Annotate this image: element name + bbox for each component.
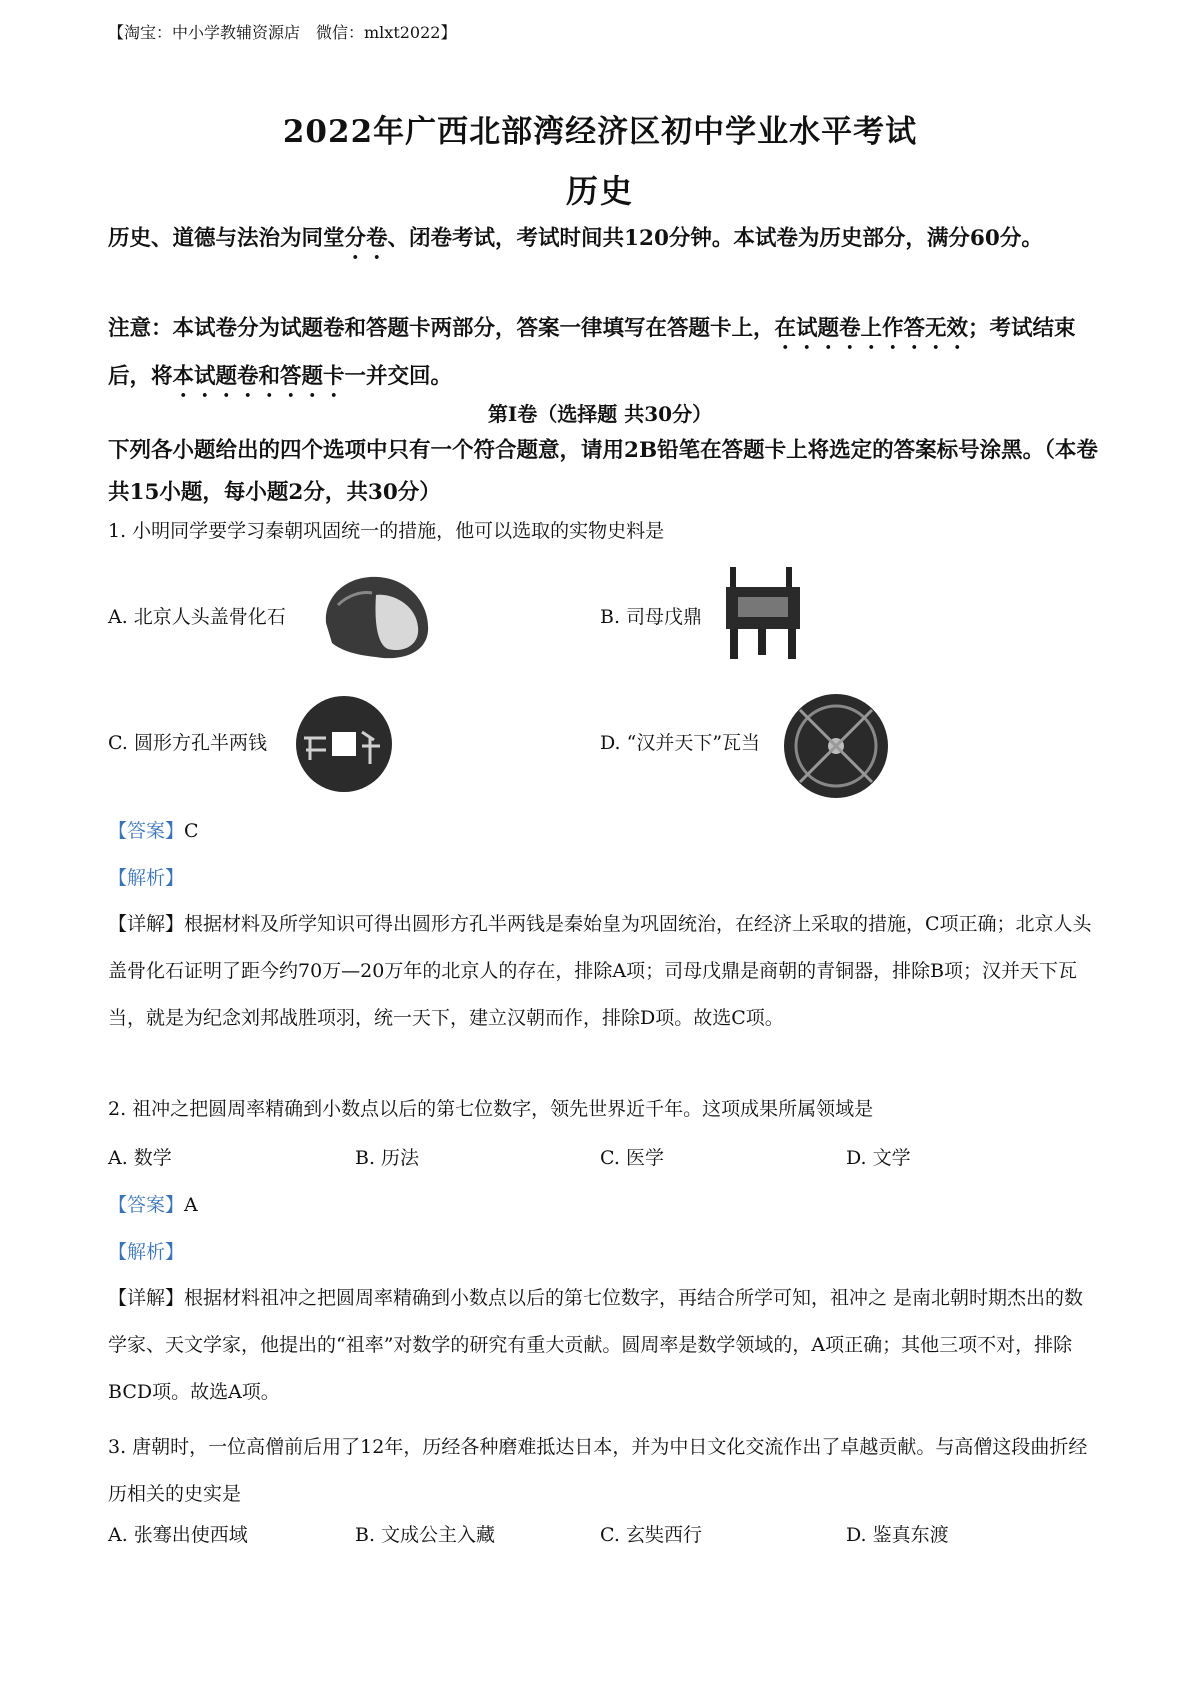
skull-fossil-image: [318, 565, 438, 665]
section-instruction: 下列各小题给出的四个选项中只有一个符合题意，请用2B铅笔在答题卡上将选定的答案标号涂黑。（本卷共15小题，每小题2分，共30分）: [108, 438, 1098, 505]
q3-option-d: D. 鉴真东渡: [846, 1524, 949, 1546]
watermark-header: 【淘宝：中小学教辅资源店 微信：mlxt2022】: [108, 23, 457, 42]
q1-stem: 1. 小明同学要学习秦朝巩固统一的措施，他可以选取的实物史料是: [108, 520, 665, 542]
q3-option-c: C. 玄奘西行: [600, 1524, 702, 1546]
q3-option-a: A. 张骞出使西域: [108, 1524, 248, 1546]
q1-answer-row: 【答案】C: [108, 820, 199, 842]
q1-option-a: A. 北京人头盖骨化石: [108, 606, 286, 628]
banliang-coin-image: [292, 692, 396, 796]
q2-answer-row: 【答案】A: [108, 1194, 198, 1216]
q1-analysis-label: 【解析】: [108, 867, 185, 889]
section-heading: 第Ⅰ卷（选择题 共30分）: [487, 402, 713, 426]
intro-paragraph-1: 历史、道德与法治为同堂分卷、闭卷考试，考试时间共120分钟。本试卷为历史部分，满分60分。: [108, 226, 1043, 251]
q2-option-c: C. 医学: [600, 1147, 664, 1169]
exam-subject: 历史: [565, 172, 634, 210]
q2-option-d: D. 文学: [846, 1147, 911, 1169]
q2-detail: 【详解】根据材料祖冲之把圆周率精确到小数点以后的第七位数字，再结合所学可知，祖冲之 是南北朝时期杰出的数学家、天文学家，他提出的“祖率”对数学的研究有重大贡献。圆周率是数学领域的，A项正确；其他三项不对，排除BCD项。故选A项。: [108, 1287, 1084, 1403]
exam-title: 2022年广西北部湾经济区初中学业水平考试: [282, 114, 918, 150]
q1-detail: 【详解】根据材料及所学知识可得出圆形方孔半两钱是秦始皇为巩固统治，在经济上采取的措施，C项正确；北京人头盖骨化石证明了距今约70万—20万年的北京人的存在，排除A项；司母戊鼎是商朝的青铜器，排除B项；汉并天下瓦当，就是为纪念刘邦战胜项羽，统一天下，建立汉朝而作，排除D项。故选C项。: [108, 913, 1092, 1029]
ding-vessel-image: [718, 565, 808, 665]
q1-option-c: C. 圆形方孔半两钱: [108, 732, 267, 754]
q2-option-b: B. 历法: [355, 1147, 420, 1169]
q1-option-d: D. “汉并天下”瓦当: [600, 732, 761, 754]
q2-stem: 2. 祖冲之把圆周率精确到小数点以后的第七位数字，领先世界近千年。这项成果所属领域是: [108, 1098, 874, 1120]
roof-tile-end-image: [780, 690, 892, 802]
q3-stem: 3. 唐朝时，一位高僧前后用了12年，历经各种磨难抵达日本，并为中日文化交流作出了卓越贡献。与高僧这段曲折经历相关的史实是: [108, 1436, 1088, 1505]
q2-option-a: A. 数学: [108, 1147, 172, 1169]
q2-analysis-label: 【解析】: [108, 1241, 185, 1263]
q3-option-b: B. 文成公主入藏: [355, 1524, 496, 1546]
q1-option-b: B. 司母戊鼎: [600, 606, 703, 628]
intro-paragraph-2: 注意：本试卷分为试题卷和答题卡两部分，答案一律填写在答题卡上，在试题卷上作答无效；考试结束后，将本试题卷和答题卡一并交回。: [108, 316, 1076, 389]
